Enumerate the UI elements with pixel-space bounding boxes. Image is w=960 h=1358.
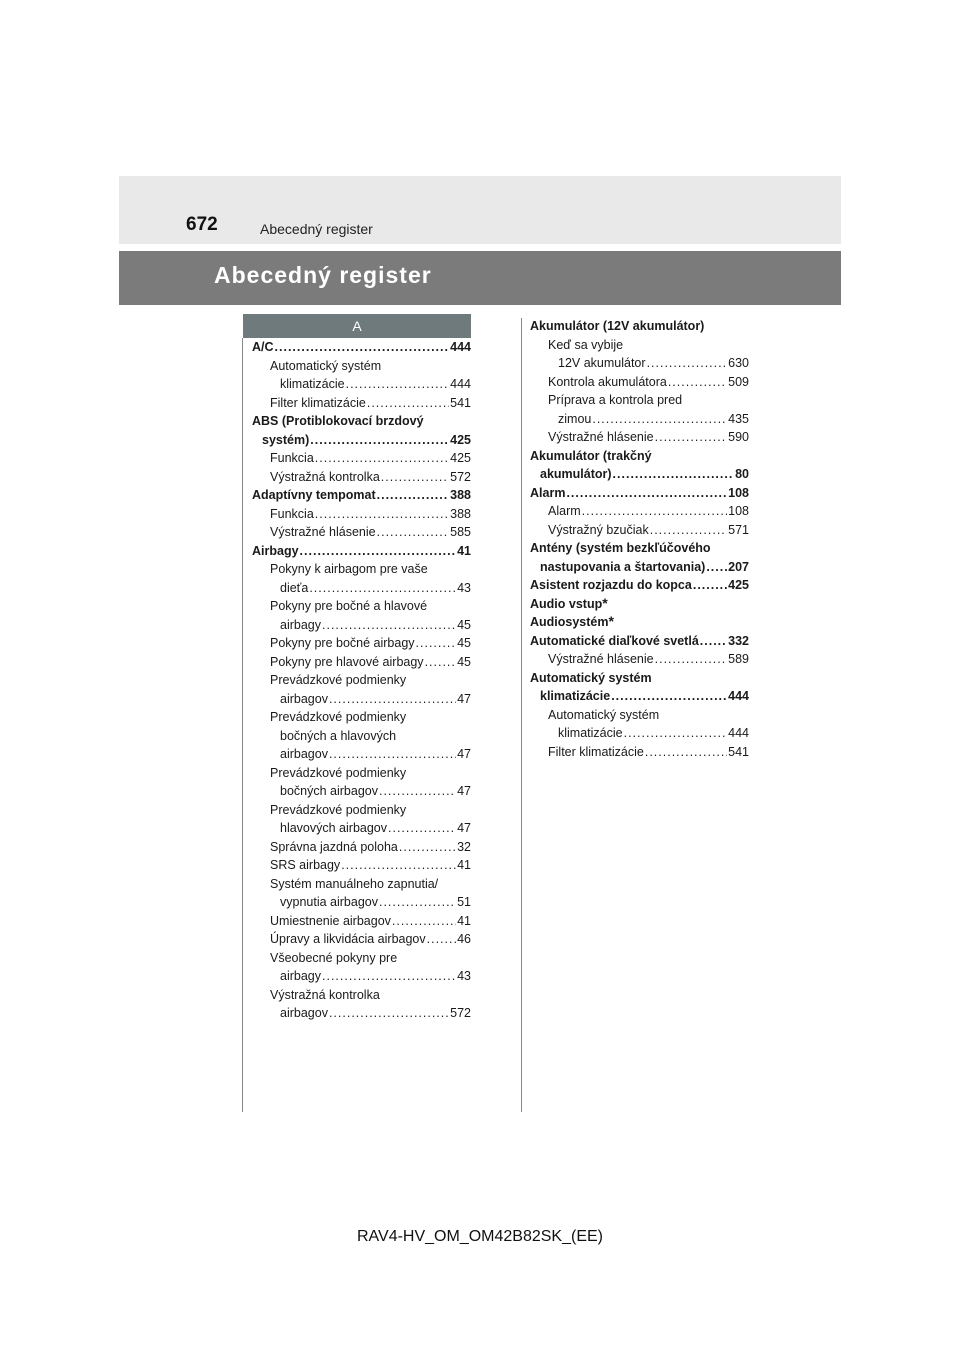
dot-leader — [310, 431, 449, 450]
dot-leader — [399, 838, 456, 857]
entry-label: bočných a hlavových — [280, 728, 397, 743]
index-entry — [530, 669, 749, 706]
dot-leader — [309, 579, 456, 598]
dot-leader — [700, 632, 727, 651]
page-reference: 207 — [728, 559, 749, 574]
page-reference: 45 — [457, 636, 471, 650]
index-entry — [252, 486, 471, 505]
index-subentry — [252, 468, 471, 487]
index-entry: Audiosystém * — [530, 613, 749, 632]
index-subentry — [252, 912, 471, 931]
page-number: 672 — [186, 214, 218, 235]
index-column-right — [530, 317, 749, 761]
column-rule-left — [242, 338, 243, 1112]
entry-label: Príprava a kontrola pred — [548, 393, 683, 407]
dot-leader — [381, 468, 449, 487]
entry-label: Airbagy — [252, 543, 299, 558]
page-reference: 589 — [728, 652, 749, 666]
dot-leader — [377, 486, 450, 505]
dot-leader — [566, 484, 727, 503]
page-reference: 47 — [457, 784, 471, 798]
index-entry: Audio vstup * — [530, 595, 749, 614]
index-subentry — [252, 856, 471, 875]
dot-leader — [392, 912, 456, 931]
page-reference: 388 — [450, 488, 471, 502]
entry-label: Prevádzkové podmienky — [270, 765, 407, 780]
entry-label: Audiosystém — [530, 615, 609, 629]
dot-leader — [427, 930, 456, 949]
dot-leader — [341, 856, 456, 875]
index-entry — [530, 317, 749, 336]
page-reference: 509 — [728, 374, 749, 389]
dot-leader — [300, 542, 457, 561]
dot-leader — [329, 1004, 449, 1023]
index-subentry — [252, 671, 471, 708]
entry-label: vypnutia airbagov — [280, 895, 378, 909]
page-reference: 435 — [728, 411, 749, 426]
entry-label: Filter klimatizácie — [270, 395, 366, 410]
entry-label: Umiestnenie airbagov — [270, 913, 391, 928]
entry-label: dieťa — [280, 580, 309, 595]
dot-leader — [379, 782, 456, 801]
dot-leader — [655, 428, 728, 447]
dot-leader — [611, 687, 727, 706]
entry-label: Asistent rozjazdu do kopca — [530, 578, 692, 592]
page-reference: 51 — [457, 895, 471, 909]
entry-label: Výstražné hlásenie — [548, 652, 654, 666]
entry-label: Prevádzkové podmienky — [270, 673, 407, 687]
entry-label: Funkcia — [270, 506, 314, 521]
page-reference: 541 — [450, 395, 471, 410]
dot-leader — [655, 650, 728, 669]
entry-label: airbagov — [280, 1006, 328, 1020]
entry-label: nastupovania a štartovania) — [540, 559, 706, 574]
index-subentry — [530, 706, 749, 743]
index-subentry — [252, 875, 471, 912]
page-reference: 80 — [735, 467, 749, 481]
index-subentry — [530, 428, 749, 447]
index-subentry — [530, 373, 749, 392]
dot-leader — [379, 893, 456, 912]
dot-leader — [329, 745, 456, 764]
page-title: Abecedný register — [214, 262, 432, 288]
entry-label: ABS (Protiblokovací brzdový — [252, 414, 424, 428]
entry-label: Antény (systém bezkľúčového — [530, 541, 711, 555]
dot-leader — [613, 465, 735, 484]
page-reference: 425 — [728, 578, 749, 592]
page-reference: 444 — [450, 377, 471, 391]
header-band — [119, 176, 841, 244]
index-subentry — [530, 743, 749, 762]
entry-label: klimatizácie — [558, 726, 623, 740]
entry-label: Výstražný bzučiak — [548, 522, 649, 537]
index-subentry — [252, 801, 471, 838]
entry-label: airbagy — [280, 617, 321, 632]
entry-label: Pokyny pre hlavové airbagy — [270, 654, 424, 669]
index-subentry — [252, 764, 471, 801]
page-reference: 388 — [450, 506, 471, 521]
dot-leader — [322, 616, 456, 635]
index-subentry — [252, 949, 471, 986]
entry-label: Automatický systém — [270, 358, 382, 373]
index-subentry — [530, 391, 749, 428]
page-reference: 332 — [728, 633, 749, 648]
dot-leader — [416, 634, 457, 653]
entry-label: Úpravy a likvidácia airbagov — [270, 932, 426, 946]
dot-leader — [329, 690, 456, 709]
index-subentry — [252, 505, 471, 524]
page-reference: 108 — [728, 504, 749, 518]
page-reference: 108 — [728, 485, 749, 500]
entry-label: systém) — [262, 432, 310, 447]
page-reference: 541 — [728, 744, 749, 759]
page-reference: 45 — [457, 617, 471, 632]
index-entry — [252, 338, 471, 357]
column-rule-middle — [521, 318, 522, 1112]
page-reference: 41 — [457, 858, 471, 872]
index-subentry — [252, 634, 471, 653]
entry-label: zimou — [558, 411, 592, 426]
dot-leader — [322, 967, 456, 986]
entry-label: Automatický systém — [530, 670, 652, 685]
entry-label: Funkcia — [270, 451, 314, 465]
entry-label: Výstražná kontrolka — [270, 469, 380, 484]
dot-leader — [377, 523, 450, 542]
page-reference: 444 — [728, 726, 749, 740]
entry-label: airbagov — [280, 747, 328, 761]
dot-leader — [582, 502, 727, 521]
page-reference: 425 — [450, 451, 471, 465]
dot-leader — [645, 743, 727, 762]
page-reference: 585 — [450, 525, 471, 539]
index-subentry — [252, 930, 471, 949]
entry-label: Alarm — [530, 485, 566, 500]
index-entry — [252, 412, 471, 449]
dot-leader — [647, 354, 728, 373]
page-reference: 571 — [728, 522, 749, 537]
entry-label: hlavových airbagov — [280, 821, 388, 835]
dot-leader — [388, 819, 456, 838]
page-reference: 43 — [457, 969, 471, 983]
page-reference: 46 — [457, 932, 471, 946]
dot-leader — [315, 449, 449, 468]
index-subentry — [530, 521, 749, 540]
entry-label: Keď sa vybije — [548, 337, 624, 352]
entry-label: Všeobecné pokyny pre — [270, 950, 398, 965]
index-entry — [530, 632, 749, 651]
entry-label: Filter klimatizácie — [548, 744, 644, 759]
index-subentry — [252, 560, 471, 597]
entry-label: Správna jazdná poloha — [270, 839, 398, 854]
page-reference: 590 — [728, 430, 749, 444]
page-reference: 444 — [728, 689, 749, 703]
page-reference: 43 — [457, 580, 471, 595]
index-entry — [252, 542, 471, 561]
dot-leader — [425, 653, 457, 672]
entry-label: Prevádzkové podmienky — [270, 710, 407, 724]
running-title: Abecedný register — [260, 221, 373, 237]
document-code-footer: RAV4-HV_OM_OM42B82SK_(EE) — [356, 1228, 603, 1245]
page-reference: 425 — [450, 432, 471, 447]
entry-label: Kontrola akumulátora — [548, 374, 667, 389]
dot-leader — [668, 373, 727, 392]
entry-label: Pokyny pre bočné airbagy — [270, 636, 415, 650]
page-reference: 45 — [457, 654, 471, 669]
page-reference: 444 — [450, 340, 471, 354]
page-reference: 47 — [457, 691, 471, 706]
page-reference: 32 — [457, 839, 471, 854]
dot-leader — [706, 558, 727, 577]
page-reference: 41 — [457, 913, 471, 928]
dot-leader — [367, 394, 449, 413]
section-letter-heading: A — [243, 314, 471, 338]
index-entry — [530, 576, 749, 595]
dot-leader — [650, 521, 727, 540]
index-column-left — [252, 338, 471, 1023]
index-subentry — [252, 708, 471, 764]
entry-label: klimatizácie — [280, 377, 345, 391]
index-subentry — [530, 336, 749, 373]
entry-label: SRS airbagy — [270, 858, 341, 872]
entry-label: Adaptívny tempomat — [252, 488, 376, 502]
dot-leader — [693, 576, 727, 595]
entry-label: klimatizácie — [540, 689, 611, 703]
dot-leader — [592, 410, 727, 429]
entry-label: Alarm — [548, 504, 581, 518]
page-reference: 572 — [450, 469, 471, 484]
entry-label: airbagy — [280, 969, 321, 983]
entry-label: Pokyny k airbagom pre vaše — [270, 562, 428, 576]
index-subentry — [252, 986, 471, 1023]
entry-label: akumulátor) — [540, 467, 612, 481]
index-subentry — [252, 597, 471, 634]
page-reference: 630 — [728, 356, 749, 370]
index-entry — [530, 447, 749, 484]
dot-leader — [624, 724, 728, 743]
index-subentry — [252, 449, 471, 468]
entry-label: Automatický systém — [548, 707, 660, 722]
dot-leader — [346, 375, 450, 394]
entry-label: airbagov — [280, 691, 328, 706]
entry-label: Systém manuálneho zapnutia/ — [270, 876, 439, 891]
index-subentry — [252, 838, 471, 857]
entry-label: Výstražná kontrolka — [270, 987, 380, 1002]
page-reference: 41 — [457, 543, 471, 558]
index-subentry — [530, 650, 749, 669]
entry-label: Akumulátor (12V akumulátor) — [530, 319, 705, 333]
index-entry — [530, 539, 749, 576]
entry-label: Automatické diaľkové svetlá — [530, 633, 699, 648]
entry-label: Prevádzkové podmienky — [270, 802, 407, 817]
dot-leader — [275, 338, 450, 357]
entry-label: Pokyny pre bočné a hlavové — [270, 599, 428, 613]
page-reference: 572 — [450, 1006, 471, 1020]
index-subentry — [252, 523, 471, 542]
entry-label: Audio vstup — [530, 596, 603, 611]
entry-label: Výstražné hlásenie — [270, 525, 376, 539]
dot-leader — [315, 505, 449, 524]
index-subentry — [252, 394, 471, 413]
page-reference: 47 — [457, 747, 471, 761]
entry-label: A/C — [252, 340, 274, 354]
index-entry — [530, 484, 749, 503]
index-subentry — [252, 357, 471, 394]
entry-label: 12V akumulátor — [558, 356, 646, 370]
entry-label: bočných airbagov — [280, 784, 378, 798]
entry-label: Výstražné hlásenie — [548, 430, 654, 444]
page-reference: 47 — [457, 821, 471, 835]
index-subentry — [530, 502, 749, 521]
entry-label: Akumulátor (trakčný — [530, 448, 652, 463]
index-subentry — [252, 653, 471, 672]
